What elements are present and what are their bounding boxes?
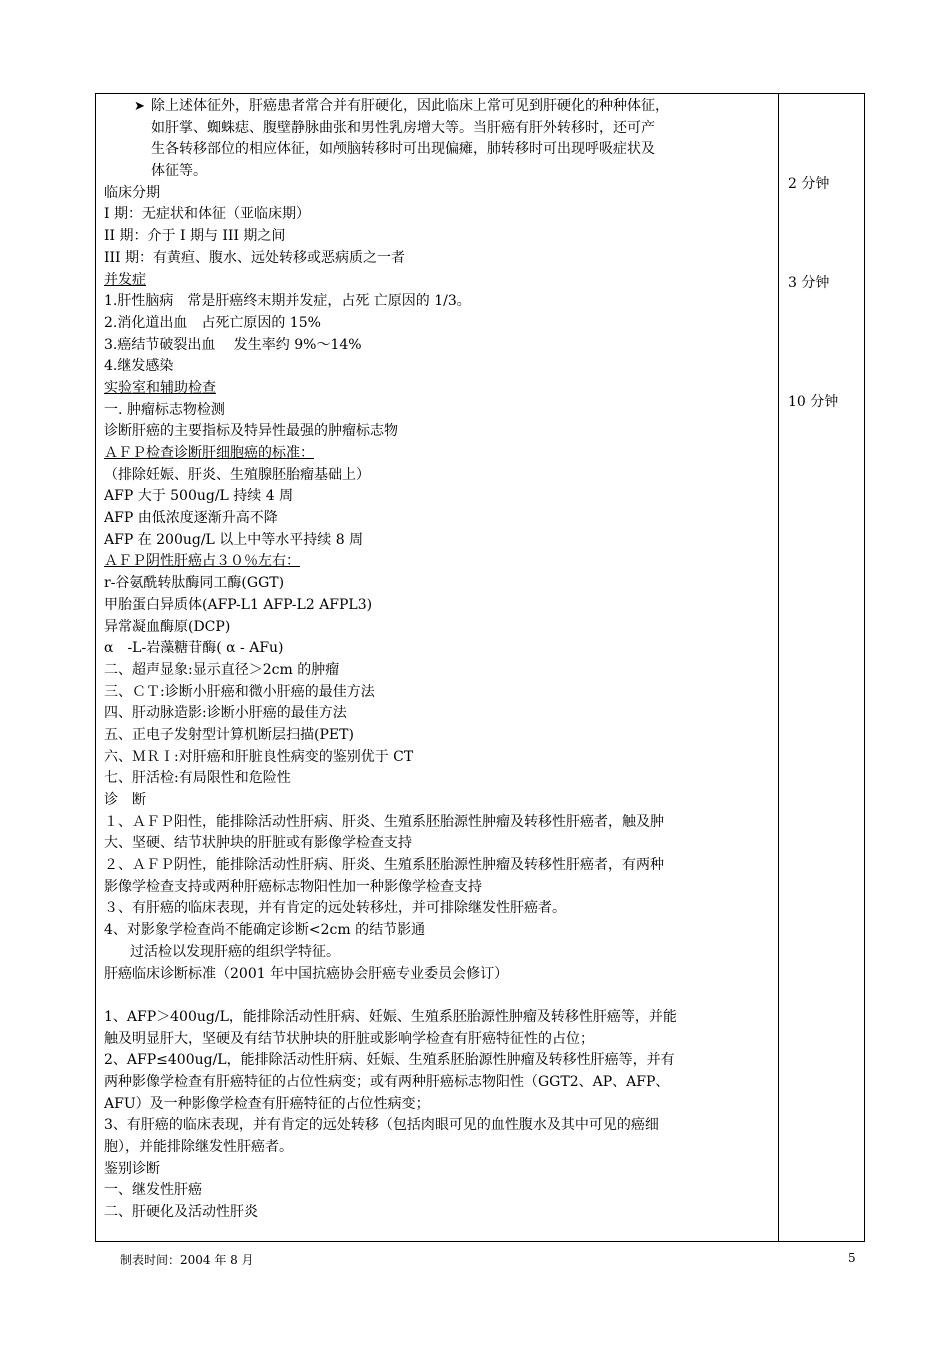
criteria-line: 2、AFP≤400ug/L，能排除活动性肝病、妊娠、生殖系胚胎源性肿瘤及转移性肝癌等，并有 <box>104 1052 675 1069</box>
criteria-line: 胞），并能排除继发性肝癌者。 <box>104 1139 293 1155</box>
criteria-heading: 肝癌临床诊断标准（2001 年中国抗癌协会肝癌专业委员会修订） <box>104 965 509 982</box>
staging-line: I 期：无症状和体征（亚临床期） <box>104 206 310 223</box>
afp-line: AFP 由低浓度逐渐升高不降 <box>104 510 278 527</box>
diagnosis-line: 过活检以发现肝癌的组织学特征。 <box>130 943 340 960</box>
arrow-bullet-icon: ➤ <box>134 99 145 114</box>
lab-line: 一. 肿瘤标志物检测 <box>104 401 225 418</box>
exam-line: 三、ＣＴ:诊断小肝癌和微小肝癌的最佳方法 <box>104 683 375 700</box>
differential-line: 一、继发性肝癌 <box>104 1182 202 1199</box>
criteria-line: 触及明显肝大，坚硬及有结节状肿块的肝脏或影响学检查有肝癌特征性的占位； <box>104 1030 594 1047</box>
complications-heading: 并发症 <box>104 271 146 288</box>
diagnosis-line: 影像学检查支持或两种肝癌标志物阳性加一种影像学检查支持 <box>104 878 482 895</box>
exam-line: α -L-岩藻糖苷酶( α - AFu) <box>104 640 284 657</box>
complication-line: 2.消化道出血 占死亡原因的 15% <box>104 314 321 331</box>
lab-line: 诊断肝癌的主要指标及特异性最强的肿瘤标志物 <box>104 423 398 440</box>
afp-negative-heading: ＡＦＰ阴性肝癌占３０％左右： <box>104 553 300 570</box>
afp-heading: ＡＦＰ检查诊断肝细胞癌的标准： <box>104 445 314 461</box>
diagnosis-line: 大、坚硬、结节状肿块的肝脏或有影像学检查支持 <box>104 835 412 852</box>
exam-line: 甲胎蛋白异质体(AFP-L1 AFP-L2 AFPL3) <box>104 596 373 613</box>
complication-line: 1.肝性脑病 常是肝癌终末期并发症，占死 亡原因的 1/3。 <box>104 293 471 310</box>
afp-line: AFP 在 200ug/L 以上中等水平持续 8 周 <box>104 531 364 548</box>
bullet-line: 体征等。 <box>151 163 207 180</box>
time-2min: 2 分钟 <box>788 176 830 192</box>
criteria-line: 1、AFP＞400ug/L，能排除活动性肝病、妊娠、生殖系胚胎源性肿瘤及转移性肝癌等，并能 <box>104 1008 677 1025</box>
exam-line: 五、正电子发射型计算机断层扫描(PET) <box>104 726 354 743</box>
exam-line: 六、ＭＲＩ:对肝癌和肝脏良性病变的鉴别优于 CT <box>104 748 414 765</box>
staging-heading: 临床分期 <box>104 184 160 201</box>
complication-line: 3.癌结节破裂出血 发生率约 9%～14% <box>104 336 362 353</box>
afp-line: AFP 大于 500ug/L 持续 4 周 <box>104 488 294 505</box>
diagnosis-line: 4、对影象学检查尚不能确定诊断<2cm 的结节影通 <box>104 922 426 939</box>
complication-line: 4.继发感染 <box>104 358 174 375</box>
criteria-line: 3、有肝癌的临床表现，并有肯定的远处转移（包括肉眼可见的血性腹水及其中可见的癌细 <box>104 1117 659 1134</box>
exam-line: r-谷氨酰转肽酶同工酶(GGT) <box>104 575 285 592</box>
time-10min: 10 分钟 <box>788 394 839 410</box>
criteria-line: AFU）及一种影像学检查有肝癌特征的占位性病变； <box>104 1095 430 1112</box>
page-number: 5 <box>848 1251 856 1265</box>
diagnosis-line: ２、ＡＦＰ阴性，能排除活动性肝病、肝炎、生殖系胚胎源性肿瘤及转移性肝癌者，有两种 <box>104 857 664 874</box>
diagnosis-heading: 诊 断 <box>104 792 146 808</box>
bullet-line: 如肝掌、蜘蛛痣、腹壁静脉曲张和男性乳房增大等。当肝癌有肝外转移时，还可产 <box>151 119 655 136</box>
exam-line: 四、肝动脉造影:诊断小肝癌的最佳方法 <box>104 705 347 722</box>
content-column <box>104 96 772 1224</box>
differential-heading: 鉴别诊断 <box>104 1160 160 1177</box>
exam-line: 七、肝活检:有局限性和危险性 <box>104 770 291 787</box>
footer-date: 制表时间：2004 年 8 月 <box>120 1253 254 1267</box>
exam-line: 异常凝血酶原(DCP) <box>104 618 231 635</box>
exam-line: 二、超声显象:显示直径＞2cm 的肿瘤 <box>104 661 340 678</box>
criteria-line: 两种影像学检查有肝癌特征的占位性病变；或有两种肝癌标志物阳性（GGT2、AP、AFP、 <box>104 1073 670 1090</box>
blank-line <box>104 985 772 1007</box>
staging-line: II 期：介于 I 期与 III 期之间 <box>104 228 286 245</box>
lab-heading: 实验室和辅助检查 <box>104 379 216 396</box>
time-3min: 3 分钟 <box>788 275 830 291</box>
bullet-line: ➤ 除上述体征外，肝癌患者常合并有肝硬化，因此临床上常可见到肝硬化的种种体征， <box>104 96 772 118</box>
column-divider <box>778 94 779 1241</box>
bullet-line: 生各转移部位的相应体征，如颅脑转移时可出现偏瘫，肺转移时可出现呼吸症状及 <box>151 141 655 158</box>
staging-line: III 期：有黄疸、腹水、远处转移或恶病质之一者 <box>104 249 406 266</box>
lesson-table <box>95 93 865 1242</box>
afp-line: （排除妊娠、肝炎、生殖腺胚胎瘤基础上） <box>104 466 370 483</box>
diagnosis-line: １、ＡＦＰ阳性，能排除活动性肝病、肝炎、生殖系胚胎源性肿瘤及转移性肝癌者，触及肿 <box>104 813 664 830</box>
diagnosis-line: ３、有肝癌的临床表现，并有肯定的远处转移灶，并可排除继发性肝癌者。 <box>104 900 566 917</box>
differential-line: 二、肝硬化及活动性肝炎 <box>104 1204 258 1221</box>
